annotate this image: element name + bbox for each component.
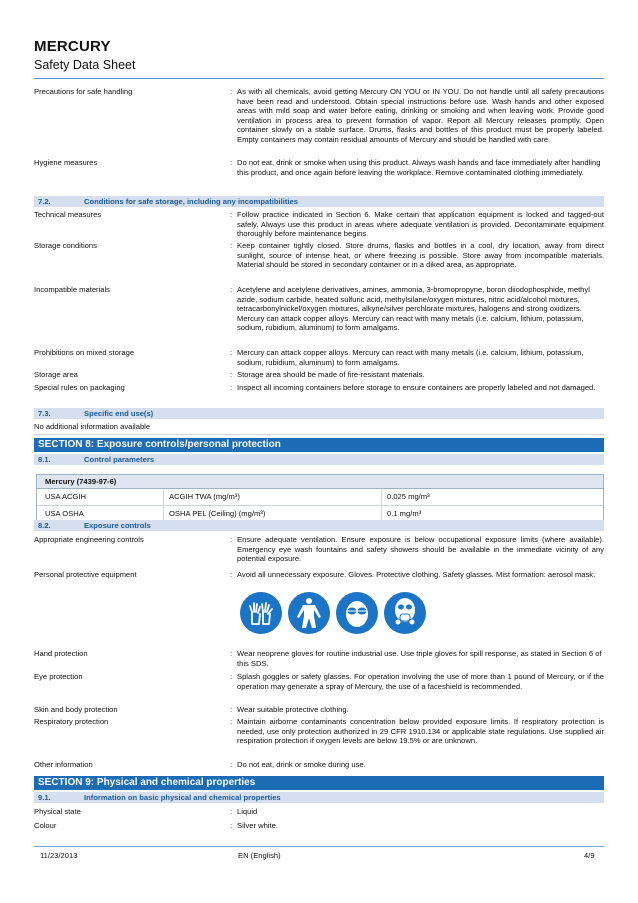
exposure-limits-table [36, 474, 604, 523]
subsection-number: 8.2. [38, 521, 51, 530]
row-colon: : [230, 760, 233, 769]
subsection-title: Exposure controls [84, 521, 151, 530]
row-value: Inspect all incoming containers before storage to ensure containers are properly labeled and not damaged. [237, 383, 596, 392]
column-divider [163, 489, 164, 505]
row-label: Storage area [34, 370, 78, 379]
subsection-9-1 [34, 792, 604, 803]
table-cell: ACGIH TWA (mg/m³) [169, 492, 240, 501]
row-value: Do not eat, drink or smoke during use. [237, 760, 366, 769]
row-value: Wear suitable protective clothing. [237, 705, 349, 714]
section-title: SECTION 9: Physical and chemical properties [38, 777, 256, 788]
row-label: Physical state [34, 807, 81, 816]
table-cell: USA OSHA [45, 509, 84, 518]
row-label: Other information [34, 760, 93, 769]
table-cell: 0.1 mg/m³ [387, 509, 422, 518]
section-title: SECTION 8: Exposure controls/personal protection [38, 439, 281, 450]
header-rule [34, 78, 604, 79]
footer-rule [34, 846, 604, 847]
divider [34, 434, 604, 435]
row-colon: : [230, 383, 233, 392]
row-colon: : [230, 570, 233, 579]
table-header: Mercury (7439-97-6) [37, 475, 603, 489]
column-divider [381, 489, 382, 505]
row-colon: : [230, 241, 233, 250]
row-label: Skin and body protection [34, 705, 118, 714]
table-cell: USA ACGIH [45, 492, 86, 501]
row-colon: : [230, 649, 233, 658]
row-label: Personal protective equipment [34, 570, 137, 579]
subsection-number: 8.1. [38, 455, 51, 464]
row-label: Hand protection [34, 649, 88, 658]
section-8-header [34, 438, 604, 452]
subsection-title: Specific end use(s) [84, 409, 154, 418]
row-value: Ensure adequate ventilation. Ensure exposure is below occupational exposure limits (where available). Emergency eye wash fountains and safety showers should be available in the immediate vicinity of any potential exposure. [237, 535, 604, 564]
row-colon: : [230, 672, 233, 681]
row-value: Liquid [237, 807, 258, 816]
row-label: Colour [34, 821, 57, 830]
subsection-8-2 [34, 520, 604, 531]
row-colon: : [230, 87, 233, 96]
doc-subtitle: Safety Data Sheet [34, 58, 136, 72]
row-value: Avoid all unnecessary exposure. Gloves. Protective clothing. Safety glasses. Mist formation: aerosol mask. [237, 570, 596, 579]
row-label: Precautions for safe handling [34, 87, 133, 96]
subsection-title: Information on basic physical and chemical properties [84, 793, 281, 802]
row-colon: : [230, 717, 233, 726]
row-colon: : [230, 535, 233, 544]
row-label: No additional information available [34, 422, 151, 431]
row-value: Do not eat, drink or smoke when using this product. Always wash hands and face immediately after handling this product, and once again before leaving the workplace. Remove contaminated clothing immediately. [237, 158, 601, 177]
row-colon: : [230, 370, 233, 379]
row-value: Wear neoprene gloves for routine industrial use. Use triple gloves for spill response, as stated in Section 6 of this SDS. [237, 649, 602, 668]
table-cell: OSHA PEL (Ceiling) (mg/m³) [169, 509, 266, 518]
safety-glasses-icon [336, 592, 378, 634]
row-label: Prohibitions on mixed storage [34, 348, 135, 357]
subsection-7-3 [34, 408, 604, 419]
subsection-title: Conditions for safe storage, including any incompatibilities [84, 197, 298, 206]
subsection-7-2 [34, 196, 604, 207]
footer-date: 11/23/2013 [40, 851, 78, 860]
row-value: Acetylene and acetylene derivatives, amines, ammonia, 3-bromopropyne, boron diiodophosphide, methyl azide, sodium carbide, heated sulfuric acid, methylsilane/oxygen mixtures, nitric acid/alcohol mixtures, tetracarbonylnickel/oxygen mixtures, alkyne/silver perchlorate mixtures, halogens and strong oxidizers. Mercury can attack copper alloys. Mercury can react with many metals (i.e. calcium, lithium, potassium, sodium, rubidium, aluminum) to form amalgams. [237, 285, 590, 333]
row-label: Appropriate engineering controls [34, 535, 144, 544]
row-value: Keep container tightly closed. Store drums, flasks and bottles in a cool, dry location, away from direct sunlight, source of intense heat, or where freezing is possible. Store away from incompatible materials. Material should be stored in secondary container or in a diked area, as appropriate. [237, 241, 604, 270]
row-value: Follow practice indicated in Section 6. Make certain that application equipment is locked and tagged-out safely. Always use this product in areas where adequate ventilation is provided. Decontaminate equipment thoroughly before maintenance begins. [237, 210, 604, 239]
row-label: Technical measures [34, 210, 102, 219]
doc-title: MERCURY [34, 38, 111, 55]
subsection-number: 7.3. [38, 409, 51, 418]
footer-page-number: 4/9 [584, 851, 595, 860]
footer-language: EN (English) [238, 851, 281, 860]
subsection-number: 9.1. [38, 793, 51, 802]
row-colon: : [230, 821, 233, 830]
aerosol-mask-icon [384, 592, 426, 634]
table-cell: 0.025 mg/m³ [387, 492, 430, 501]
row-value: Mercury can attack copper alloys. Mercury can react with many metals (i.e. calcium, lithium, potassium, sodium, rubidium, aluminum) to form amalgams. [237, 348, 584, 367]
row-value: Maintain airborne contaminants concentration below provided exposure limits. If respiratory protection is needed, use only protection authorized in 29 CFR 1910.134 or applicable state regulations. Use supplied air respiration protection if oxygen levels are below 19.5% or are unknown. [237, 717, 604, 746]
row-label: Eye protection [34, 672, 83, 681]
row-colon: : [230, 348, 233, 357]
row-colon: : [230, 705, 233, 714]
subsection-number: 7.2. [38, 197, 51, 206]
row-colon: : [230, 807, 233, 816]
row-value: Silver white. [237, 821, 278, 830]
subsection-title: Control parameters [84, 455, 155, 464]
section-9-header [34, 776, 604, 790]
table-row [37, 489, 603, 506]
row-label: Incompatible materials [34, 285, 110, 294]
row-label: Hygiene measures [34, 158, 98, 167]
row-value: Splash goggles or safety glasses. For operation involving the use of more than 1 pound of Mercury, or if the operation may generate a spray of Mercury, the use of a faceshield is recommended. [237, 672, 604, 691]
protective-clothing-icon [288, 592, 330, 634]
row-label: Special rules on packaging [34, 383, 125, 392]
row-label: Respiratory protection [34, 717, 109, 726]
row-label: Storage conditions [34, 241, 97, 250]
row-value: Storage area should be made of fire-resistant materials. [237, 370, 425, 379]
row-value: As with all chemicals, avoid getting Mercury ON YOU or IN YOU. Do not handle until all safety precautions have been read and understood. Obtain special instructions before use. Wash hands and other exposed areas with mild soap and water before eating, drinking or smoking and when leaving work. Provide good ventilation in process area to prevent formation of vapor. Report all Mercury releases promptly. Open container slowly on a stable surface. Drums, flasks and bottles of this product must be properly labeled. Empty containers may contain residual amounts of Mercury and should be handled with care. [237, 87, 604, 144]
subsection-8-1 [34, 454, 604, 465]
gloves-icon [240, 592, 282, 634]
row-colon: : [230, 285, 233, 294]
row-colon: : [230, 158, 233, 167]
row-colon: : [230, 210, 233, 219]
